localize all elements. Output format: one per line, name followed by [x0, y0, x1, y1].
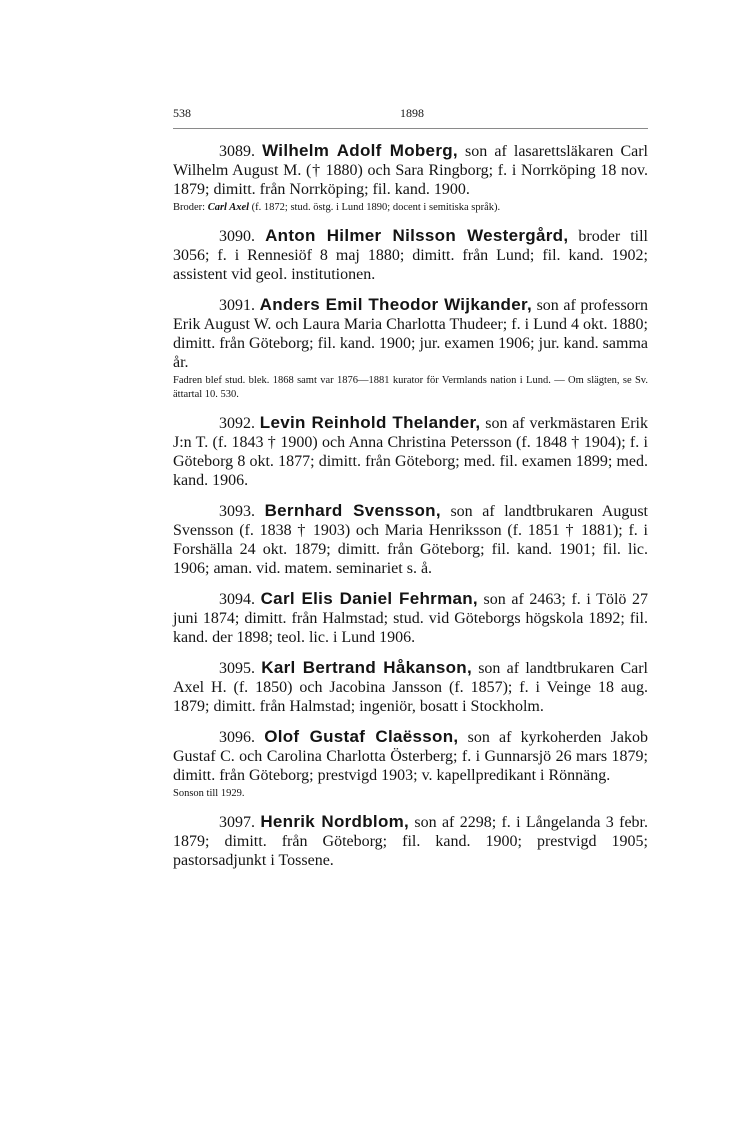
header-rule — [173, 128, 648, 129]
header-year: 1898 — [400, 106, 424, 120]
entry-number: 3096. — [219, 729, 255, 746]
entry-3095 — [173, 658, 648, 716]
entry-3089 — [173, 141, 648, 215]
entry-number: 3095. — [219, 660, 255, 677]
entry-3096 — [173, 727, 648, 801]
entry-text: son af verkmästaren Erik J:n T. (f. 1843 † 1900) och Anna Christina Petersson (f. 1848 † 1904); f. i Göteborg 8 okt. 1877; dimitt. från Göteborg; med. fil. examen 1899; med. kand. 1906. — [173, 415, 649, 489]
entry-body — [173, 812, 648, 870]
entry-name: Anton Hilmer Nilsson Westergård, — [265, 226, 569, 245]
entry-body — [173, 295, 648, 372]
entry-number: 3091. — [219, 297, 255, 314]
entry-3091 — [173, 295, 648, 402]
entry-3092 — [173, 413, 648, 490]
entry-text: son af professorn Erik August W. och Laura Maria Charlotta Thudeer; f. i Lund 4 okt. 1880; dimitt. från Göteborg; fil. kand. 1900; jur. examen 1906; jur. kand. samma år. — [173, 297, 648, 371]
entry-name: Levin Reinhold Thelander, — [259, 413, 481, 432]
entry-body — [173, 727, 648, 785]
entry-body — [173, 501, 648, 578]
entry-body — [173, 413, 648, 490]
entry-number: 3097. — [219, 814, 255, 831]
note-prefix: Broder: — [173, 202, 208, 213]
entry-text: son af 2463; f. i Tölö 27 juni 1874; dimitt. från Halmstad; stud. vid Göteborgs högskola 1892; fil. kand. der 1898; teol. lic. i Lund 1906. — [173, 591, 649, 646]
entry-number: 3089. — [219, 143, 255, 160]
entry-name: Wilhelm Adolf Moberg, — [262, 141, 458, 160]
entry-text: son af 2298; f. i Långelanda 3 febr. 1879; dimitt. från Göteborg; fil. kand. 1900; prestvigd 1905; pastorsadjunkt i Tossene. — [173, 814, 649, 869]
entry-3094 — [173, 589, 648, 647]
entry-text: son af landtbrukaren Carl Axel H. (f. 1850) och Jacobina Jansson (f. 1857); f. i Veinge 18 aug. 1879; dimitt. från Halmstad; ingeniör, bosatt i Stockholm. — [173, 660, 648, 715]
note-italic-name: Carl Axel — [207, 202, 250, 213]
entry-text: son af landtbrukaren August Svensson (f. 1838 † 1903) och Maria Henriksson (f. 1851 † 1881); f. i Forshälla 24 okt. 1879; dimitt. från Göteborg; fil. kand. 1901; fil. lic. 1906; aman. vid. matem. seminariet s. å. — [173, 503, 648, 577]
entry-3090 — [173, 226, 648, 284]
running-header — [173, 106, 648, 124]
entry-body — [173, 226, 648, 284]
entry-note — [173, 201, 648, 215]
entry-number: 3094. — [219, 591, 255, 608]
entry-body — [173, 658, 648, 716]
entry-text: son af lasarettsläkaren Carl Wilhelm August M. († 1880) och Sara Ringborg; f. i Norrköping 18 nov. 1879; dimitt. från Norrköping; fil. kand. 1900. — [173, 143, 649, 198]
entry-body — [173, 589, 648, 647]
entry-list — [173, 141, 648, 881]
entry-number: 3093. — [219, 503, 255, 520]
entry-3093 — [173, 501, 648, 578]
entry-name: Karl Bertrand Håkanson, — [261, 658, 472, 677]
entry-name: Henrik Nordblom, — [260, 812, 410, 831]
entry-name: Carl Elis Daniel Fehrman, — [260, 589, 478, 608]
entry-number: 3092. — [219, 415, 255, 432]
entry-text: broder till 3056; f. i Rennesiöf 8 maj 1880; dimitt. från Lund; fil. kand. 1902; assistent vid geol. institutionen. — [173, 228, 648, 283]
entry-name: Bernhard Svensson, — [264, 501, 441, 520]
entry-name: Anders Emil Theodor Wijkander, — [259, 295, 532, 314]
entry-note: Sonson till 1929. — [173, 788, 245, 799]
entry-3097 — [173, 812, 648, 870]
entry-text: son af kyrkoherden Jakob Gustaf C. och Carolina Charlotta Österberg; f. i Gunnarsjö 26 mars 1879; dimitt. från Göteborg; prestvigd 1903; v. kapellpredikant i Rönnäng. — [173, 729, 649, 784]
entry-name: Olof Gustaf Claësson, — [264, 727, 459, 746]
entry-note: Fadren blef stud. blek. 1868 samt var 1876—1881 kurator för Vermlands nation i Lund. — Om slägten, se Sv. ättartal 10. 530. — [173, 375, 648, 400]
note-suffix: (f. 1872; stud. östg. i Lund 1890; docent i semitiska språk). — [249, 202, 501, 213]
page-number: 538 — [173, 106, 191, 120]
entry-body — [173, 141, 648, 199]
entry-number: 3090. — [219, 228, 255, 245]
